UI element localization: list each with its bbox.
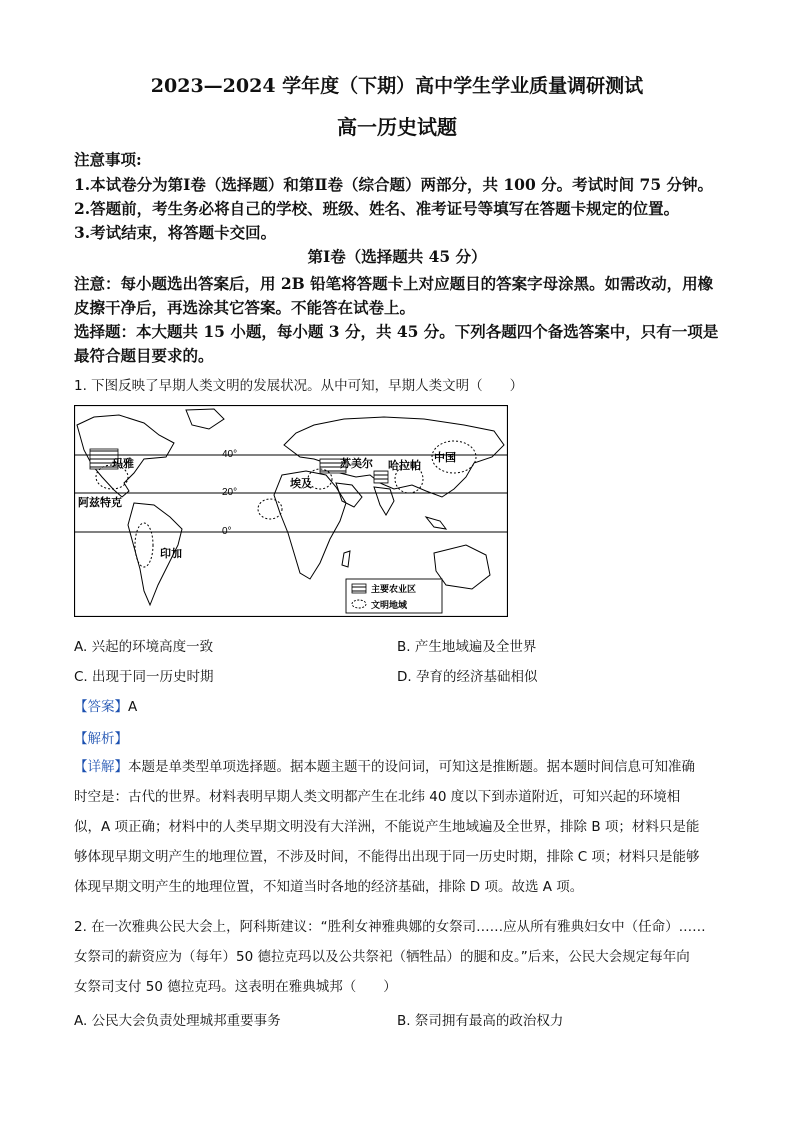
q2-option-b[interactable]: B. 祭司拥有最高的政治权力 (397, 1013, 564, 1029)
detail-line: 似，A 项正确；材料中的人类早期文明没有大洋洲，不能说产生地域遍及全世界，排除 B 项；材料只是能 (74, 819, 700, 835)
section-heading: 第Ⅰ卷（选择题共 45 分） (307, 247, 487, 266)
legend-civ-label: 文明地域 (371, 600, 408, 610)
map-label-inca: 印加 (160, 548, 182, 560)
detail-line: 体现早期文明产生的地理位置，不知道当时各地的经济基础，排除 D 项。故选 A 项。 (74, 879, 584, 895)
legend-agri-swatch (352, 584, 366, 593)
q1-answer-line (74, 695, 137, 715)
map-label-lat0: 0° (222, 526, 232, 537)
q1-option-a[interactable]: A. 兴起的环境高度一致 (74, 639, 214, 655)
q2-line: 2. 在一次雅典公民大会上，阿科斯建议：“胜利女神雅典娜的女祭司……应从所有雅典妇女中（任命）…… (74, 919, 706, 935)
q2-line: 女祭司的薪资应为（每年）50 德拉克玛以及公共祭祀（牺牲品）的腿和皮。”后来，公民大会规定每年向 (74, 949, 690, 965)
answer-value: A (128, 699, 138, 715)
map-label-maya: 玛雅 (112, 458, 134, 470)
detail-line: 够体现早期文明产生的地理位置，不涉及时间，不能得出出现于同一历史时期，排除 C 项；材料只是能够 (74, 849, 700, 865)
section-instruction: 选择题：本大题共 15 小题，每小题 3 分，共 45 分。下列各题四个备选答案中，只有一项是 (74, 322, 719, 341)
detail-tag: 【详解】 (74, 759, 128, 775)
q2-line: 女祭司支付 50 德拉克玛。这表明在雅典城邦（ ） (74, 979, 397, 995)
exam-title: 2023—2024 学年度（下期）高中学生学业质量调研测试 (150, 75, 644, 97)
legend-agri-label: 主要农业区 (371, 584, 417, 594)
map-label-china: 中国 (434, 452, 456, 464)
q1-detail-paragraph (74, 752, 724, 902)
question-2-stem (74, 912, 724, 1002)
notice-heading: 注意事项: (74, 150, 142, 169)
section-note: 注意：每小题选出答案后，用 2B 铅笔将答题卡上对应题目的答案字母涂黑。如需改动，用橡 (74, 274, 714, 293)
early-civilization-map (74, 405, 508, 617)
section-note: 皮擦干净后，再选涂其它答案。不能答在试卷上。 (74, 298, 416, 317)
answer-tag: 【答案】 (74, 699, 128, 715)
q1-option-b[interactable]: B. 产生地域遍及全世界 (397, 639, 537, 655)
map-label-aztec: 阿兹特克 (78, 497, 122, 509)
question-1-stem: 1. 下图反映了早期人类文明的发展状况。从中可知，早期人类文明（ ） (74, 378, 524, 394)
q1-option-c[interactable]: C. 出现于同一历史时期 (74, 669, 214, 685)
analysis-tag: 【解析】 (74, 731, 128, 747)
map-label-lat40: 40° (222, 449, 238, 460)
detail-line: 时空是：古代的世界。材料表明早期人类文明都产生在北纬 40 度以下到赤道附近，可知兴起的环境相 (74, 789, 681, 805)
map-label-sumer: 苏美尔 (340, 458, 373, 470)
exam-subtitle: 高一历史试题 (337, 115, 457, 139)
harappa-agri-zone (374, 471, 388, 483)
q2-option-a[interactable]: A. 公民大会负责处理城邦重要事务 (74, 1013, 281, 1029)
notice-item: 3.考试结束，将答题卡交回。 (74, 223, 277, 242)
section-instruction: 最符合题目要求的。 (74, 346, 214, 365)
detail-line: 【详解】本题是单类型单项选择题。据本题主题干的设问词，可知这是推断题。据本题时间信息可知准确 (74, 759, 695, 775)
q1-analysis-line (74, 727, 128, 747)
map-label-harappa: 哈拉帕 (388, 460, 421, 472)
q1-option-d[interactable]: D. 孕育的经济基础相似 (397, 669, 538, 685)
notice-item: 2.答题前，考生务必将自己的学校、班级、姓名、准考证号等填写在答题卡规定的位置。 (74, 199, 680, 218)
map-label-lat20: 20° (222, 487, 238, 498)
map-label-egypt: 埃及 (290, 478, 312, 490)
notice-item: 1.本试卷分为第Ⅰ卷（选择题）和第Ⅱ卷（综合题）两部分，共 100 分。考试时间 75 分钟。 (74, 175, 714, 194)
